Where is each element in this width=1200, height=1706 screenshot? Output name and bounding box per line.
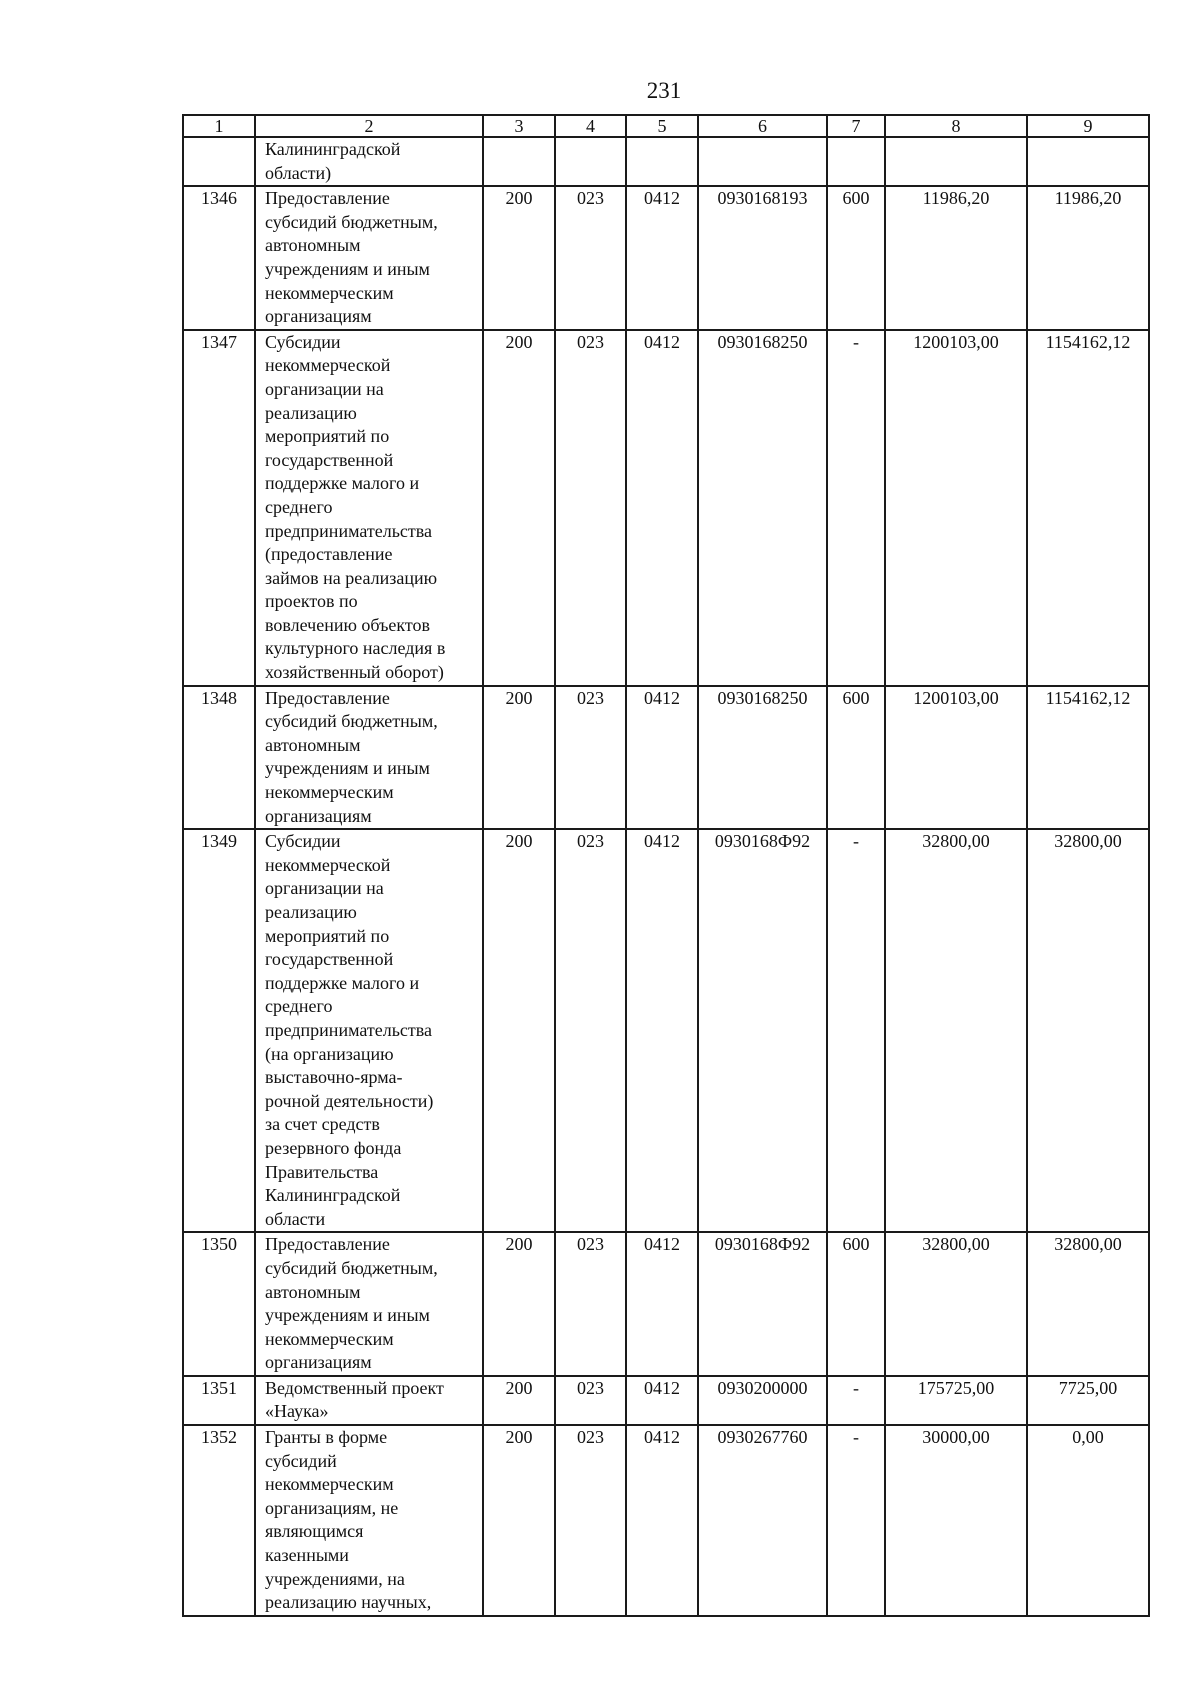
description-line: (на организацию <box>265 1043 394 1064</box>
column-header: 2 <box>255 115 483 137</box>
cell-col-6: 0930168250 <box>698 686 827 830</box>
description-line: поддержке малого и <box>265 473 420 494</box>
cell-col-8: 30000,00 <box>885 1425 1027 1616</box>
description-line: резервного фонда <box>265 1137 402 1158</box>
description-line: некоммерческим <box>265 1474 394 1495</box>
cell-col-7: - <box>827 829 885 1232</box>
description-line: проектов по <box>265 591 358 612</box>
description-line: вовлечению объектов <box>265 614 431 635</box>
column-header: 1 <box>183 115 255 137</box>
cell-col-5: 0412 <box>626 186 698 330</box>
cell-col-8: 1200103,00 <box>885 686 1027 830</box>
cell-col-5: 0412 <box>626 330 698 686</box>
description-line: организации на <box>265 878 384 899</box>
row-number: 1352 <box>183 1425 255 1616</box>
description-line: Субсидии <box>265 831 341 852</box>
table-row <box>183 1376 1149 1425</box>
description-line: предпринимательства <box>265 520 433 541</box>
description-line: за счет средств <box>265 1114 380 1135</box>
row-description <box>255 1376 483 1425</box>
cell-col-3: 200 <box>483 1425 555 1616</box>
cell-col-8: 1200103,00 <box>885 330 1027 686</box>
row-description <box>255 829 483 1232</box>
cell-col-9: 11986,20 <box>1027 186 1149 330</box>
cell-col-9 <box>1027 137 1149 186</box>
cell-col-9: 32800,00 <box>1027 829 1149 1232</box>
column-header: 4 <box>555 115 626 137</box>
description-line: области) <box>265 162 332 183</box>
description-line: учреждениями, на <box>265 1568 405 1589</box>
row-description <box>255 1425 483 1616</box>
description-line: организациям <box>265 306 372 327</box>
table-row <box>183 186 1149 330</box>
cell-col-9: 7725,00 <box>1027 1376 1149 1425</box>
table-row <box>183 686 1149 830</box>
description-line: области <box>265 1208 326 1229</box>
description-line: Предоставление <box>265 1234 390 1255</box>
cell-col-3: 200 <box>483 330 555 686</box>
description-line: мероприятий по <box>265 925 390 946</box>
row-number: 1348 <box>183 686 255 830</box>
description-line: поддержке малого и <box>265 972 420 993</box>
cell-col-4: 023 <box>555 1425 626 1616</box>
description-line: некоммерческой <box>265 854 391 875</box>
cell-col-3: 200 <box>483 686 555 830</box>
description-line: предпринимательства <box>265 1019 433 1040</box>
description-line: учреждениям и иным <box>265 258 430 279</box>
cell-col-7: - <box>827 1376 885 1425</box>
cell-col-4: 023 <box>555 1232 626 1376</box>
table-header-row <box>183 115 1149 137</box>
column-header: 8 <box>885 115 1027 137</box>
row-number: 1350 <box>183 1232 255 1376</box>
description-line: казенными <box>265 1545 349 1566</box>
cell-col-8 <box>885 137 1027 186</box>
cell-col-3: 200 <box>483 1232 555 1376</box>
cell-col-6 <box>698 137 827 186</box>
description-line: выставочно-ярма- <box>265 1067 403 1088</box>
description-line: автономным <box>265 1281 361 1302</box>
row-number <box>183 137 255 186</box>
cell-col-5 <box>626 137 698 186</box>
column-header: 5 <box>626 115 698 137</box>
description-line: учреждениям и иным <box>265 758 430 779</box>
cell-col-3: 200 <box>483 829 555 1232</box>
description-line: учреждениям и иным <box>265 1305 430 1326</box>
cell-col-3 <box>483 137 555 186</box>
description-line: некоммерческим <box>265 1328 394 1349</box>
page-number: 231 <box>646 78 682 103</box>
column-header: 6 <box>698 115 827 137</box>
cell-col-5: 0412 <box>626 1425 698 1616</box>
description-line: некоммерческой <box>265 355 391 376</box>
description-line: организациям <box>265 1352 372 1373</box>
description-line: культурного наследия в <box>265 638 446 659</box>
cell-col-7: - <box>827 1425 885 1616</box>
cell-col-7: 600 <box>827 686 885 830</box>
description-line: реализацию <box>265 902 357 922</box>
cell-col-4: 023 <box>555 829 626 1232</box>
description-line: субсидий бюджетным, <box>265 711 438 732</box>
cell-col-4: 023 <box>555 186 626 330</box>
description-line: хозяйственный оборот) <box>265 662 444 683</box>
description-line: Предоставление <box>265 188 390 209</box>
description-line: организациям <box>265 805 372 826</box>
description-line: субсидий бюджетным, <box>265 1257 438 1278</box>
description-line: мероприятий по <box>265 426 390 447</box>
cell-col-4: 023 <box>555 1376 626 1425</box>
description-line: некоммерческим <box>265 782 394 803</box>
description-line: организациям, не <box>265 1497 399 1518</box>
row-description <box>255 686 483 830</box>
description-line: организации на <box>265 378 384 399</box>
description-line: государственной <box>265 949 394 970</box>
description-line: реализацию <box>265 402 357 423</box>
cell-col-5: 0412 <box>626 1232 698 1376</box>
cell-col-7: 600 <box>827 186 885 330</box>
description-line: Субсидии <box>265 331 341 352</box>
description-line: субсидий <box>265 1450 337 1471</box>
cell-col-8: 175725,00 <box>885 1376 1027 1425</box>
row-description <box>255 186 483 330</box>
description-line: среднего <box>265 996 333 1017</box>
cell-col-4: 023 <box>555 686 626 830</box>
cell-col-4: 023 <box>555 330 626 686</box>
cell-col-5: 0412 <box>626 1376 698 1425</box>
row-description <box>255 330 483 686</box>
description-line: являющимся <box>265 1521 364 1542</box>
cell-col-6: 0930168193 <box>698 186 827 330</box>
description-line: (предоставление <box>265 544 393 565</box>
table-row <box>183 330 1149 686</box>
cell-col-9: 0,00 <box>1027 1425 1149 1616</box>
description-line: Гранты в форме <box>265 1427 388 1448</box>
row-number: 1349 <box>183 829 255 1232</box>
description-line: Калининградской <box>265 139 401 159</box>
column-header: 3 <box>483 115 555 137</box>
cell-col-6: 0930267760 <box>698 1425 827 1616</box>
row-number: 1346 <box>183 186 255 330</box>
table-row <box>183 137 1149 186</box>
cell-col-5: 0412 <box>626 686 698 830</box>
table-row <box>183 1425 1149 1616</box>
cell-col-3: 200 <box>483 186 555 330</box>
description-line: Ведомственный проект <box>265 1377 444 1398</box>
budget-table <box>182 114 1150 1617</box>
description-line: рочной деятельности) <box>265 1090 434 1111</box>
description-line: Предоставление <box>265 687 390 708</box>
description-line: среднего <box>265 496 333 517</box>
cell-col-8: 32800,00 <box>885 1232 1027 1376</box>
description-line: «Наука» <box>265 1401 329 1422</box>
description-line: некоммерческим <box>265 282 394 303</box>
cell-col-9: 1154162,12 <box>1027 330 1149 686</box>
description-line: автономным <box>265 235 361 256</box>
cell-col-3: 200 <box>483 1376 555 1425</box>
cell-col-7 <box>827 137 885 186</box>
row-description <box>255 137 483 186</box>
cell-col-6: 0930168Ф92 <box>698 829 827 1232</box>
description-line: Калининградской <box>265 1185 401 1206</box>
description-line: Правительства <box>265 1161 379 1182</box>
row-number: 1351 <box>183 1376 255 1425</box>
cell-col-4 <box>555 137 626 186</box>
description-line: субсидий бюджетным, <box>265 211 438 232</box>
table-row <box>183 1232 1149 1376</box>
cell-col-9: 1154162,12 <box>1027 686 1149 830</box>
column-header: 7 <box>827 115 885 137</box>
description-line: государственной <box>265 449 394 470</box>
cell-col-6: 0930168250 <box>698 330 827 686</box>
cell-col-9: 32800,00 <box>1027 1232 1149 1376</box>
row-description <box>255 1232 483 1376</box>
cell-col-8: 11986,20 <box>885 186 1027 330</box>
table-row <box>183 829 1149 1232</box>
description-line: реализацию научных, <box>265 1592 432 1613</box>
description-line: автономным <box>265 734 361 755</box>
cell-col-7: 600 <box>827 1232 885 1376</box>
cell-col-6: 0930168Ф92 <box>698 1232 827 1376</box>
cell-col-6: 0930200000 <box>698 1376 827 1425</box>
cell-col-8: 32800,00 <box>885 829 1027 1232</box>
description-line: займов на реализацию <box>265 567 438 588</box>
row-number: 1347 <box>183 330 255 686</box>
table-body <box>183 137 1149 1616</box>
column-header: 9 <box>1027 115 1149 137</box>
cell-col-5: 0412 <box>626 829 698 1232</box>
cell-col-7: - <box>827 330 885 686</box>
